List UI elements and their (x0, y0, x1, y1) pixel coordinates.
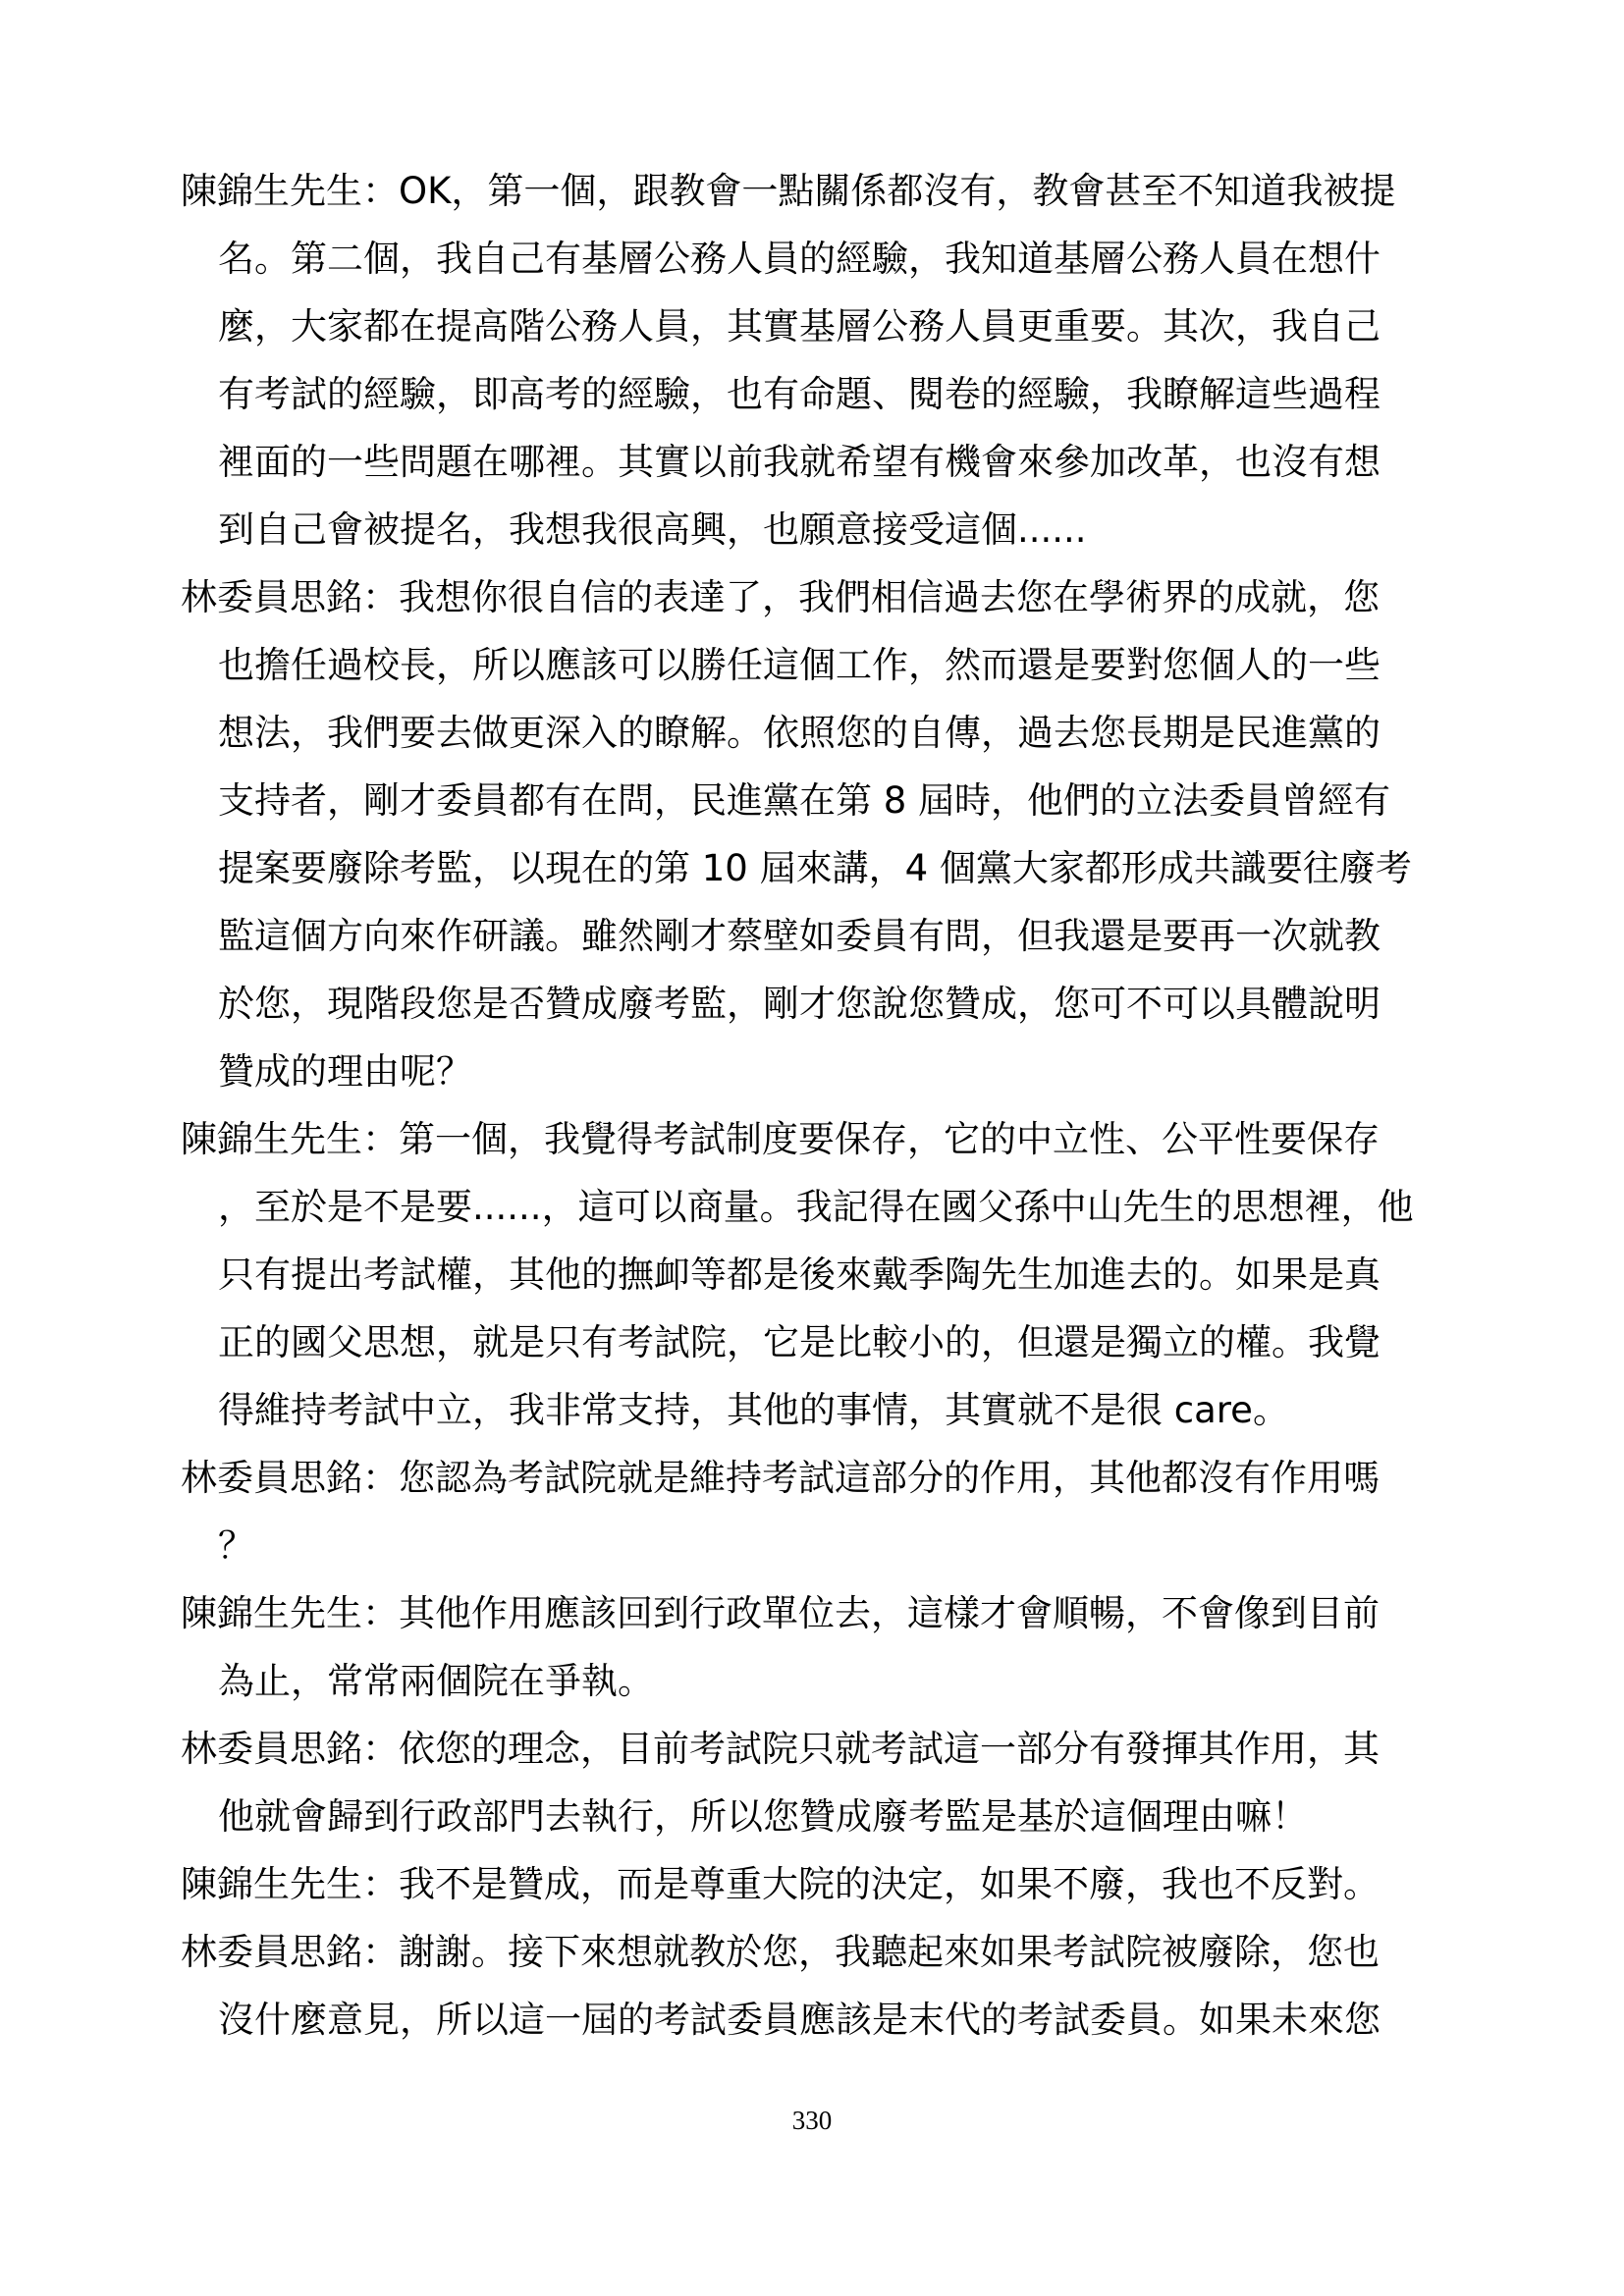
dialogue-entry (181, 1715, 1457, 1850)
page-number: 330 (791, 2106, 833, 2135)
continuation-line: 他就會歸到行政部門去執行，所以您贊成廢考監是基於這個理由嘛！ (218, 1795, 1308, 1838)
continuation-line: 到自己會被提名，我想我很高興，也願意接受這個...... (218, 508, 1087, 551)
speaker-line: 林委員思銘：依您的理念，目前考試院只就考試這一部分有發揮其作用，其 (181, 1728, 1380, 1770)
continuation-line: 麼，大家都在提高階公務人員，其實基層公務人員更重要。其次，我自己 (218, 305, 1380, 347)
continuation-line: 沒什麼意見，所以這一屆的考試委員應該是末代的考試委員。如果未來您 (218, 1999, 1380, 2041)
speaker-line: 陳錦生先生：OK，第一個，跟教會一點關係都沒有，教會甚至不知道我被提 (181, 170, 1396, 212)
continuation-line: 於您，現階段您是否贊成廢考監，剛才您說您贊成，您可不可以具體說明 (218, 983, 1380, 1025)
speaker-line: 陳錦生先生：我不是贊成，而是尊重大院的決定，如果不廢，我也不反對。 (181, 1863, 1380, 1905)
continuation-line: 有考試的經驗，即高考的經驗，也有命題、閱卷的經驗，我瞭解這些過程 (218, 373, 1380, 415)
continuation-line: 得維持考試中立，我非常支持，其他的事情，其實就不是很 care。 (218, 1389, 1289, 1431)
speaker-line: 林委員思銘：您認為考試院就是維持考試這部分的作用，其他都沒有作用嗎 (181, 1457, 1380, 1499)
dialogue-entry (181, 563, 1457, 1105)
continuation-line: 支持者，剛才委員都有在問，民進黨在第 8 屆時，他們的立法委員曾經有 (218, 779, 1391, 822)
continuation-line: 裡面的一些問題在哪裡。其實以前我就希望有機會來參加改革，也沒有想 (218, 441, 1380, 483)
dialogue-entry (181, 1444, 1457, 1579)
transcript-body (181, 157, 1457, 2054)
dialogue-entry (181, 1579, 1457, 1715)
continuation-line: 為止，常常兩個院在爭執。 (218, 1660, 654, 1702)
continuation-line: ，至於是不是要......，這可以商量。我記得在國父孫中山先生的思想裡，他 (218, 1186, 1414, 1228)
dialogue-entry (181, 157, 1457, 563)
speaker-line: 陳錦生先生：其他作用應該回到行政單位去，這樣才會順暢，不會像到目前 (181, 1592, 1380, 1634)
dialogue-entry (181, 1850, 1457, 1918)
continuation-line: 名。第二個，我自己有基層公務人員的經驗，我知道基層公務人員在想什 (218, 238, 1380, 280)
continuation-line: 想法，我們要去做更深入的瞭解。依照您的自傳，過去您長期是民進黨的 (218, 712, 1380, 754)
continuation-line: 贊成的理由呢？ (218, 1050, 472, 1093)
continuation-line: 也擔任過校長，所以應該可以勝任這個工作，然而還是要對您個人的一些 (218, 644, 1380, 686)
speaker-line: 陳錦生先生：第一個，我覺得考試制度要保存，它的中立性、公平性要保存 (181, 1118, 1380, 1160)
continuation-line: ？ (218, 1524, 254, 1567)
continuation-line: 監這個方向來作研議。雖然剛才蔡壁如委員有問，但我還是要再一次就教 (218, 915, 1380, 957)
dialogue-entry (181, 1918, 1457, 2054)
continuation-line: 只有提出考試權，其他的撫卹等都是後來戴季陶先生加進去的。如果是真 (218, 1254, 1380, 1296)
continuation-line: 提案要廢除考監，以現在的第 10 屆來講，4 個黨大家都形成共識要往廢考 (218, 847, 1412, 889)
speaker-line: 林委員思銘：我想你很自信的表達了，我們相信過去您在學術界的成就，您 (181, 576, 1380, 618)
speaker-line: 林委員思銘：謝謝。接下來想就教於您，我聽起來如果考試院被廢除，您也 (181, 1931, 1380, 1973)
dialogue-entry (181, 1105, 1457, 1444)
continuation-line: 正的國父思想，就是只有考試院，它是比較小的，但還是獨立的權。我覺 (218, 1321, 1380, 1363)
